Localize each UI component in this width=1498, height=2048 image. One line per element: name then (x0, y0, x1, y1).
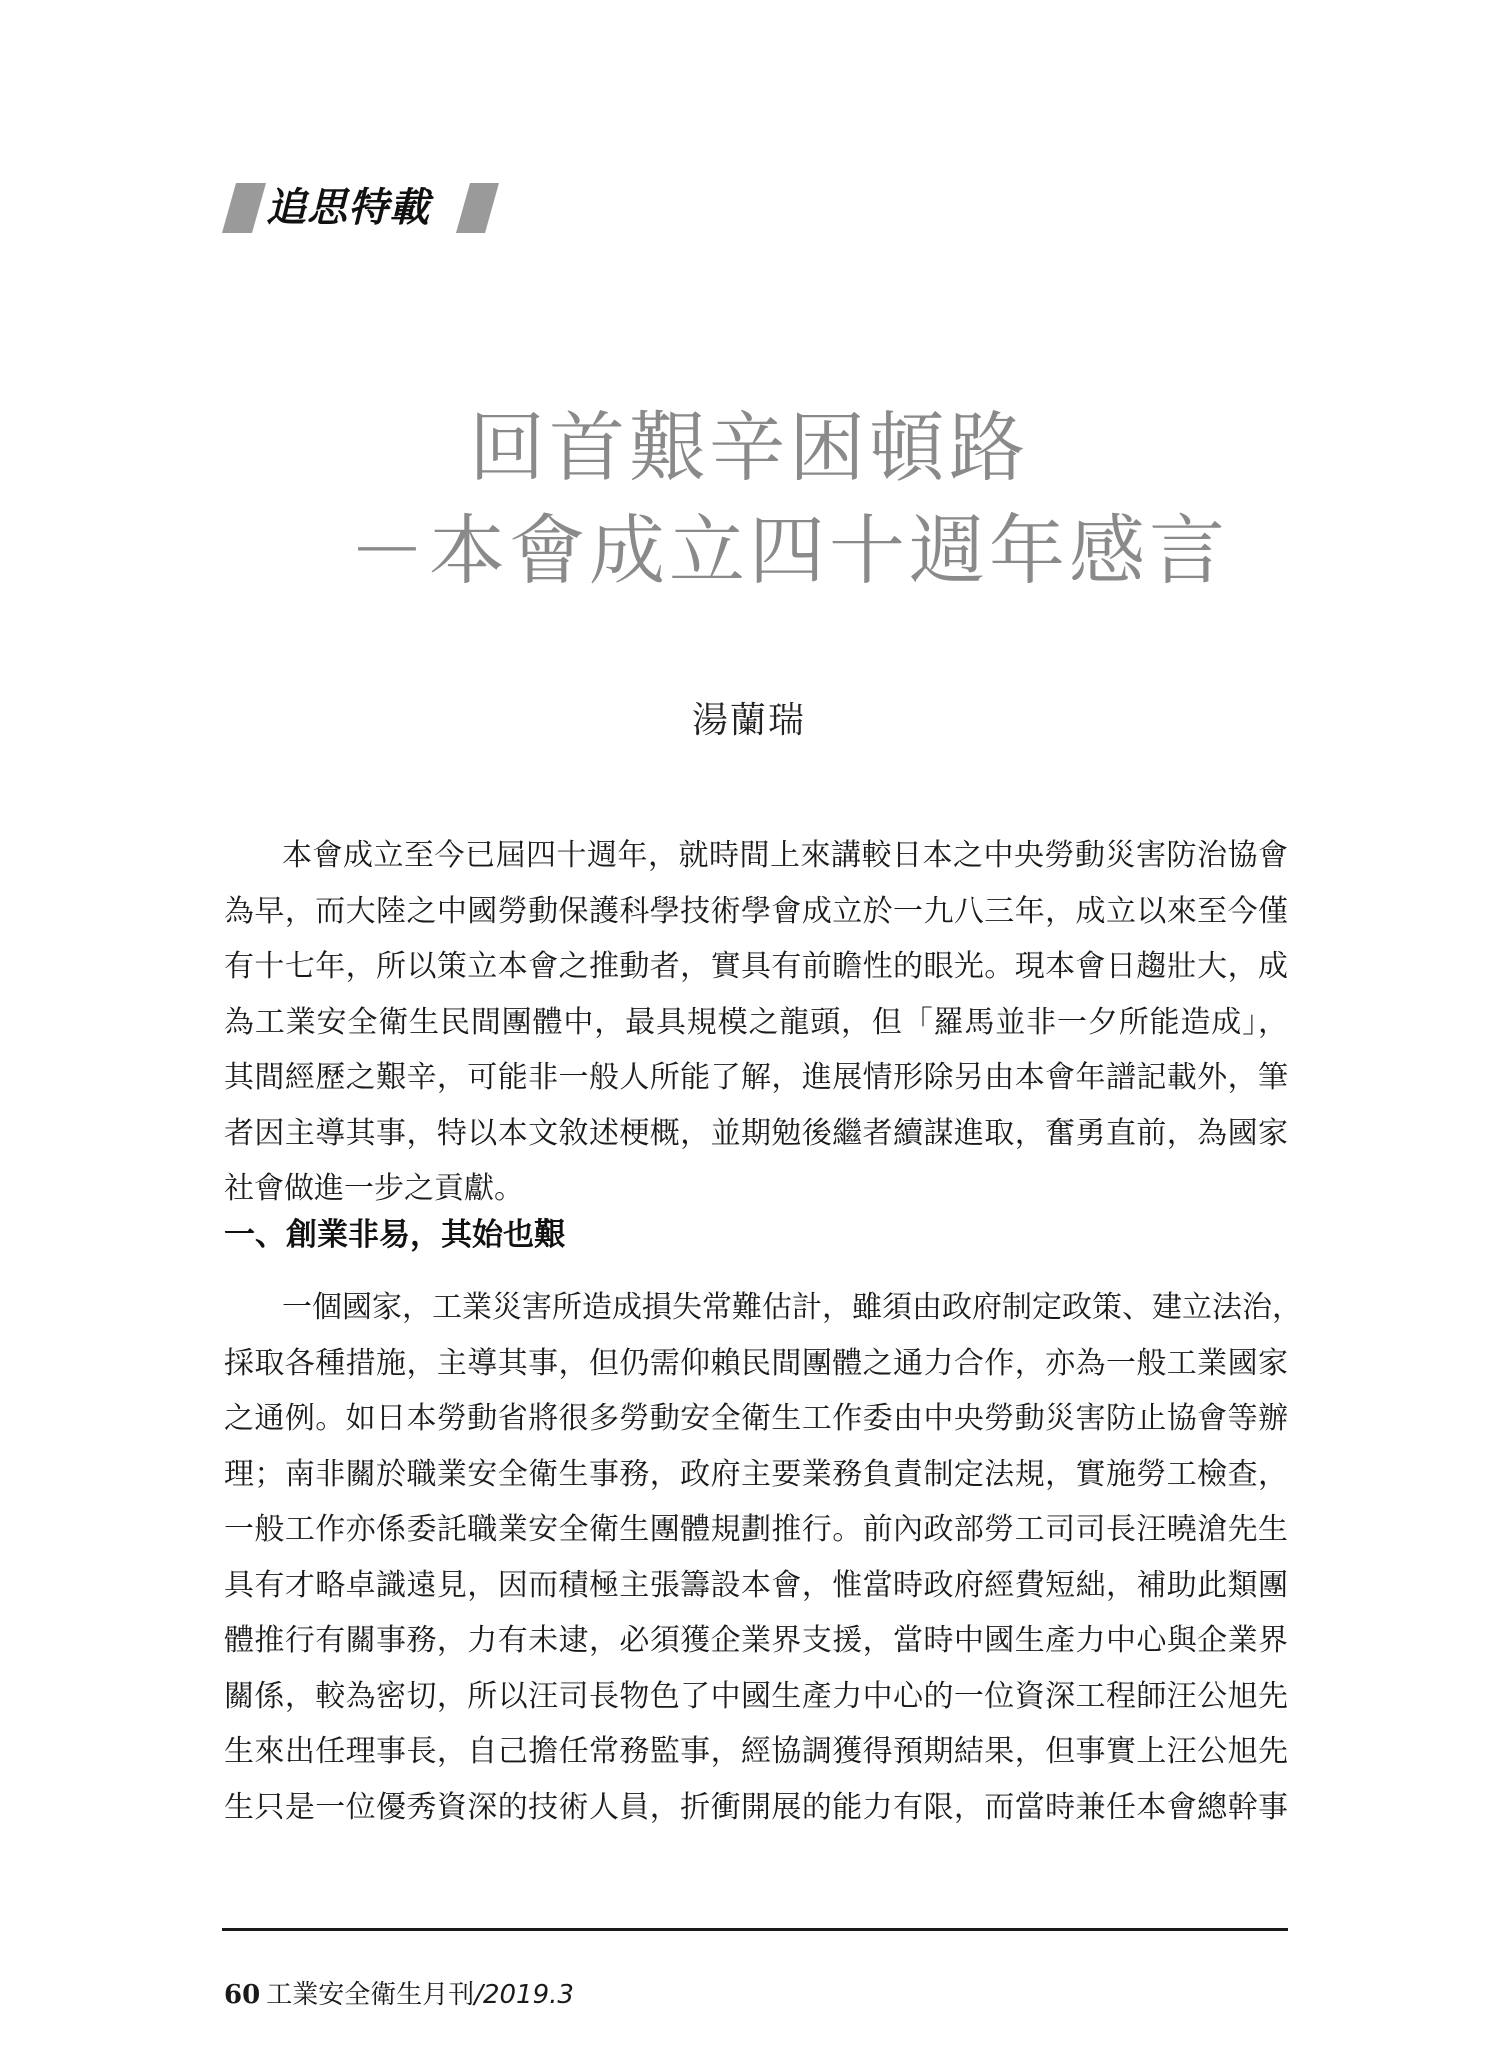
title-line-1: 回首艱辛困頓路 (469, 403, 1029, 492)
paragraph-1 (224, 828, 1288, 1217)
publication-name: 工業安全衛生月刊 (266, 1980, 475, 2010)
paragraph-line: 為工業安全衛生民間團體中，最具規模之龍頭，但「羅馬並非一夕所能造成」， (224, 1004, 1288, 1040)
title-line-2: －本會成立四十週年感言 (349, 506, 1229, 595)
paragraph-line: 採取各種措施，主導其事，但仍需仰賴民間團體之通力合作，亦為一般工業國家 (224, 1345, 1288, 1381)
paragraph-line: 有十七年，所以策立本會之推動者，實具有前瞻性的眼光。現本會日趨壯大，成 (224, 949, 1288, 984)
author-name: 湯蘭瑞 (691, 700, 806, 741)
paragraph-line: 社會做進一步之貢獻。 (224, 1171, 524, 1206)
footer-divider (222, 1928, 1288, 1931)
section-banner (222, 183, 499, 233)
paragraph-line: 一般工作亦係委託職業安全衛生團體規劃推行。前內政部勞工司司長汪曉滄先生 (224, 1512, 1288, 1547)
paragraph-2 (224, 1280, 1302, 1835)
section-banner-label: 追思特載 (266, 185, 430, 231)
paragraph-line: 本會成立至今已屆四十週年，就時間上來講較日本之中央勞動災害防治協會 (282, 838, 1288, 873)
section-heading: 一、創業非易，其始也艱 (224, 1217, 565, 1253)
paragraph-line: 其間經歷之艱辛，可能非一般人所能了解，進展情形除另由本會年譜記載外，筆 (224, 1060, 1288, 1095)
paragraph-line: 關係，較為密切，所以汪司長物色了中國生產力中心的一位資深工程師汪公旭先 (224, 1678, 1288, 1714)
paragraph-line: 體推行有關事務，力有未逮，必須獲企業界支援，當時中國生產力中心與企業界 (224, 1623, 1288, 1658)
paragraph-line: 具有才略卓識遠見，因而積極主張籌設本會，惟當時政府經費短絀，補助此類團 (224, 1567, 1288, 1603)
paragraph-line: 一個國家，工業災害所造成損失常難估計，雖須由政府制定政策、建立法治， (282, 1290, 1302, 1325)
paragraph-line: 生只是一位優秀資深的技術人員，折衝開展的能力有限，而當時兼任本會總幹事 (224, 1789, 1288, 1825)
footer (224, 1982, 574, 2008)
page-number: 60 (224, 1980, 261, 2010)
paragraph-line: 理；南非關於職業安全衛生事務，政府主要業務負責制定法規，實施勞工檢查， (224, 1456, 1288, 1492)
issue-date: /2019.3 (474, 1980, 574, 2010)
paragraph-line: 生來出任理事長，自己擔任常務監事，經協調獲得預期結果，但事實上汪公旭先 (224, 1734, 1288, 1769)
paragraph-line: 為早，而大陸之中國勞動保護科學技術學會成立於一九八三年，成立以來至今僅 (224, 893, 1288, 929)
paragraph-line: 者因主導其事，特以本文敘述梗概，並期勉後繼者續謀進取，奮勇直前，為國家 (224, 1115, 1288, 1151)
paragraph-line: 之通例。如日本勞動省將很多勞動安全衛生工作委由中央勞動災害防止協會等辦 (224, 1401, 1288, 1436)
